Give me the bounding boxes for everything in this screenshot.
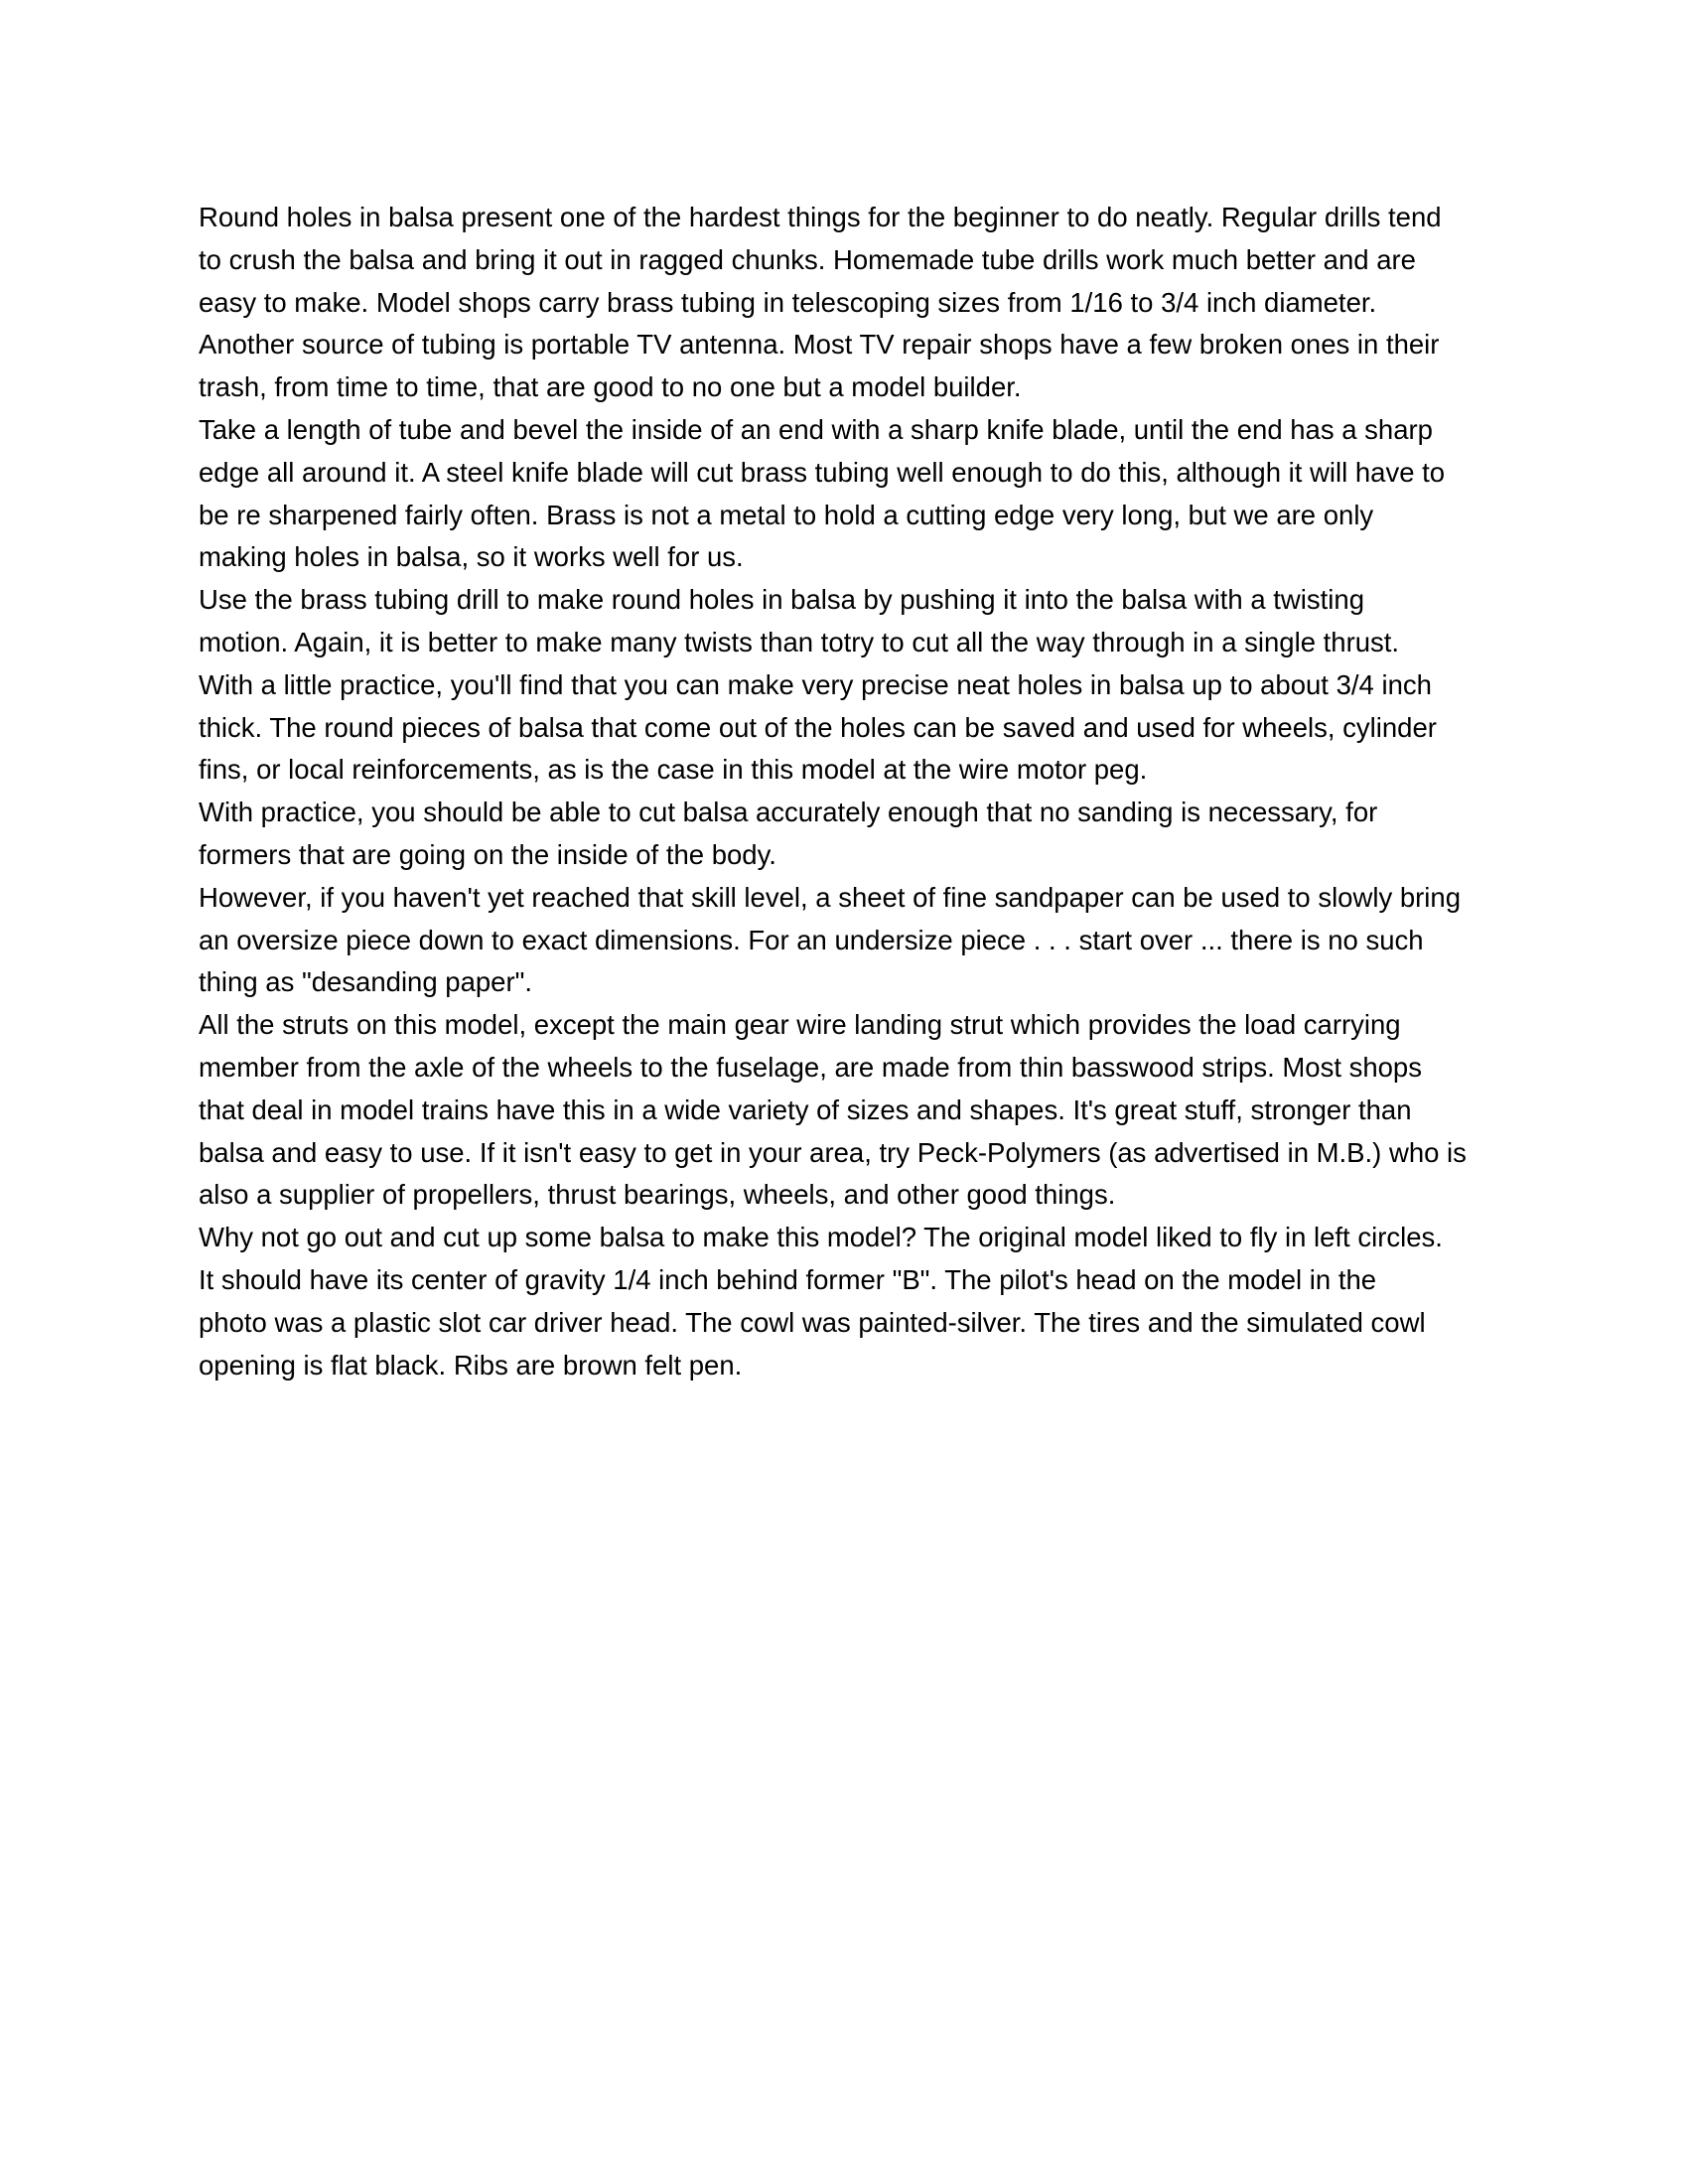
text-line: With a little practice, you'll find that you can make very precise neat holes in balsa up to about 3/4 inch [199,668,1432,700]
text-line: thing as "desanding paper". [199,966,533,998]
text-line: motion. Again, it is better to make many twists than totry to cut all the way through in a single thrust. [199,626,1400,657]
text-line: edge all around it. A steel knife blade will cut brass tubing well enough to do this, although it will have to [199,456,1446,488]
text-line: formers that are going on the inside of the body. [199,838,776,870]
text-line: Take a length of tube and bevel the inside of an end with a sharp knife blade, until the end has a sharp [199,413,1433,445]
text-line: that deal in model trains have this in a wide variety of sizes and shapes. It's great stuff, stronger than [199,1093,1412,1125]
paragraph-closing [199,1217,1489,1386]
document-body [199,197,1489,1386]
text-line: All the struts on this model, except the main gear wire landing strut which provides the load carrying [199,1009,1401,1041]
text-line: photo was a plastic slot car driver head. The cowl was painted-silver. The tires and the simulated cowl [199,1306,1426,1338]
text-line: fins, or local reinforcements, as is the case in this model at the wire motor peg. [199,754,1148,786]
text-line: an oversize piece down to exact dimensions. For an undersize piece . . . start over ... there is no such [199,924,1424,955]
text-line: member from the axle of the wheels to the fuselage, are made from thin basswood strips. Most shops [199,1051,1422,1083]
text-line: Why not go out and cut up some balsa to make this model? The original model liked to fly in left circles. [199,1222,1443,1253]
text-line: It should have its center of gravity 1/4 inch behind former "B". The pilot's head on the model in the [199,1263,1377,1295]
text-line: With practice, you should be able to cut balsa accurately enough that no sanding is necessary, for [199,797,1378,828]
text-line: trash, from time to time, that are good to no one but a model builder. [199,371,1022,403]
text-line: Use the brass tubing drill to make round holes in balsa by pushing it into the balsa with a twisting [199,584,1364,616]
paragraph-tube-drills [199,197,1489,409]
text-line: Round holes in balsa present one of the hardest things for the beginner to do neatly. Regular drills tend [199,202,1442,232]
paragraph-bevel-tube [199,409,1489,579]
paragraph-struts [199,1004,1489,1217]
text-line: balsa and easy to use. If it isn't easy to get in your area, try Peck-Polymers (as advertised in M.B.) who is [199,1136,1467,1168]
text-line: to crush the balsa and bring it out in ragged chunks. Homemade tube drills work much better and are [199,243,1416,275]
paragraph-cutting-practice [199,792,1489,877]
paragraph-sandpaper [199,877,1489,1004]
text-line: easy to make. Model shops carry brass tubing in telescoping sizes from 1/16 to 3/4 inch diameter. [199,286,1377,318]
text-line: thick. The round pieces of balsa that come out of the holes can be saved and used for wheels, cylinder [199,711,1437,743]
text-line: Another source of tubing is portable TV antenna. Most TV repair shops have a few broken ones in their [199,329,1440,361]
text-line: opening is flat black. Ribs are brown felt pen. [199,1349,743,1381]
text-line: be re sharpened fairly often. Brass is not a metal to hold a cutting edge very long, but we are only [199,499,1374,530]
text-line: also a supplier of propellers, thrust bearings, wheels, and other good things. [199,1179,1116,1211]
paragraph-using-drill [199,579,1489,792]
text-line: making holes in balsa, so it works well for us. [199,541,744,573]
text-line: However, if you haven't yet reached that skill level, a sheet of fine sandpaper can be used to slowly bring [199,881,1461,913]
